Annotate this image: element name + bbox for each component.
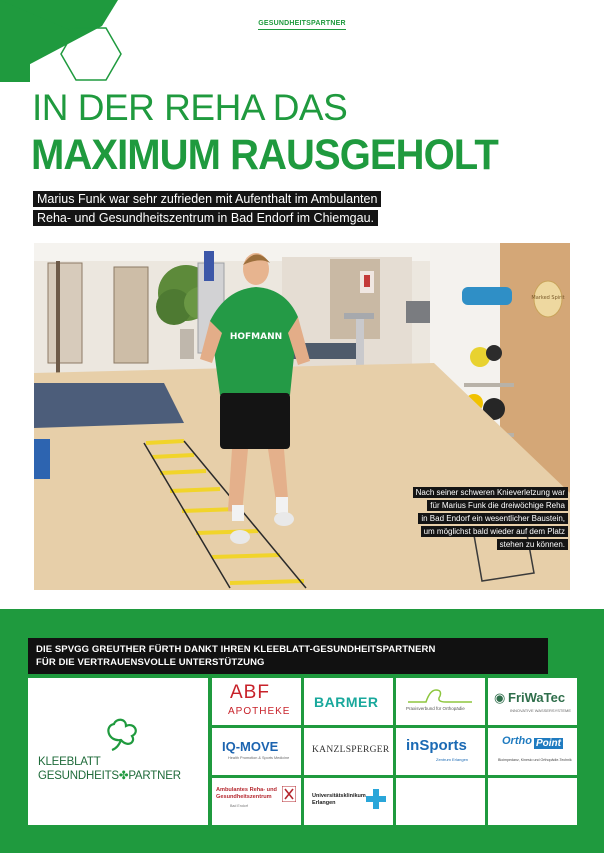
logo-abf-apotheke[interactable]: ABF APOTHEKE <box>212 678 301 725</box>
logo-reha-bad-endorf[interactable]: Ambulantes Reha- und Gesundheitszentrum Bad Endorf <box>212 778 301 825</box>
logo-empty-slot-1 <box>396 778 485 825</box>
reha-x-icon <box>282 786 296 802</box>
water-drop-icon: ◉ <box>494 690 506 705</box>
shirt-sponsor-text: HOFMANN <box>229 332 283 342</box>
headline-line-2: MAXIMUM RAUSGEHOLT <box>31 131 498 179</box>
gym-sign-text: Marked Spirit <box>531 295 565 301</box>
logo-barmer[interactable]: BARMER <box>304 678 393 725</box>
kleeblatt-brand-cell <box>28 678 208 825</box>
clover-icon <box>98 718 144 752</box>
kleeblatt-brand-text: KLEEBLATT GESUNDHEITS✤PARTNER <box>38 756 181 782</box>
section-tag: GESUNDHEITSPARTNER <box>0 20 604 30</box>
small-clover-icon: ✤ <box>118 770 129 782</box>
logo-praxisverbund[interactable]: Praxisverbund für Orthopädie <box>396 678 485 725</box>
heart-line-icon <box>406 684 474 706</box>
logo-orthopoint[interactable]: Ortho Point Bioimpedanz, Kinesio und Orthopädie-Technik <box>488 728 577 775</box>
logo-insports[interactable]: inSports Zentrum Erlangen <box>396 728 485 775</box>
medical-cross-icon <box>366 789 386 809</box>
logo-empty-slot-2 <box>488 778 577 825</box>
corner-hexagon-decoration <box>0 0 130 90</box>
lead-text: Marius Funk war sehr zufrieden mit Aufenthalt im Ambulanten Reha- und Gesundheitszentrum in Bad Endorf im Chiemgau. <box>33 190 381 228</box>
headline-line-1: IN DER REHA DAS <box>32 87 348 128</box>
logo-friwatec[interactable]: ◉ FriWaTec INNOVATIVE WASSERSYSTEME <box>488 678 577 725</box>
photo-caption: Nach seiner schweren Knieverletzung war für Marius Funk die dreiwöchige Reha in Bad Endorf ein wesentlicher Baustein, um möglichst bald wieder auf dem Platz stehen zu können. <box>368 486 568 551</box>
partners-title: DIE SPVGG GREUTHER FÜRTH DANKT IHREN KLEEBLATT-GESUNDHEITSPARTNERN FÜR DIE VERTRAUENSVOLLE UNTERSTÜTZUNG <box>28 638 548 674</box>
logo-uniklinikum-erlangen[interactable]: Universitätsklinikum Erlangen <box>304 778 393 825</box>
logo-iq-move[interactable]: IQ-MOVE Health Promotion & Sports Medicine <box>212 728 301 775</box>
partner-logo-grid <box>28 678 572 826</box>
logo-kanzlsperger[interactable]: KANZLSPERGER <box>304 728 393 775</box>
